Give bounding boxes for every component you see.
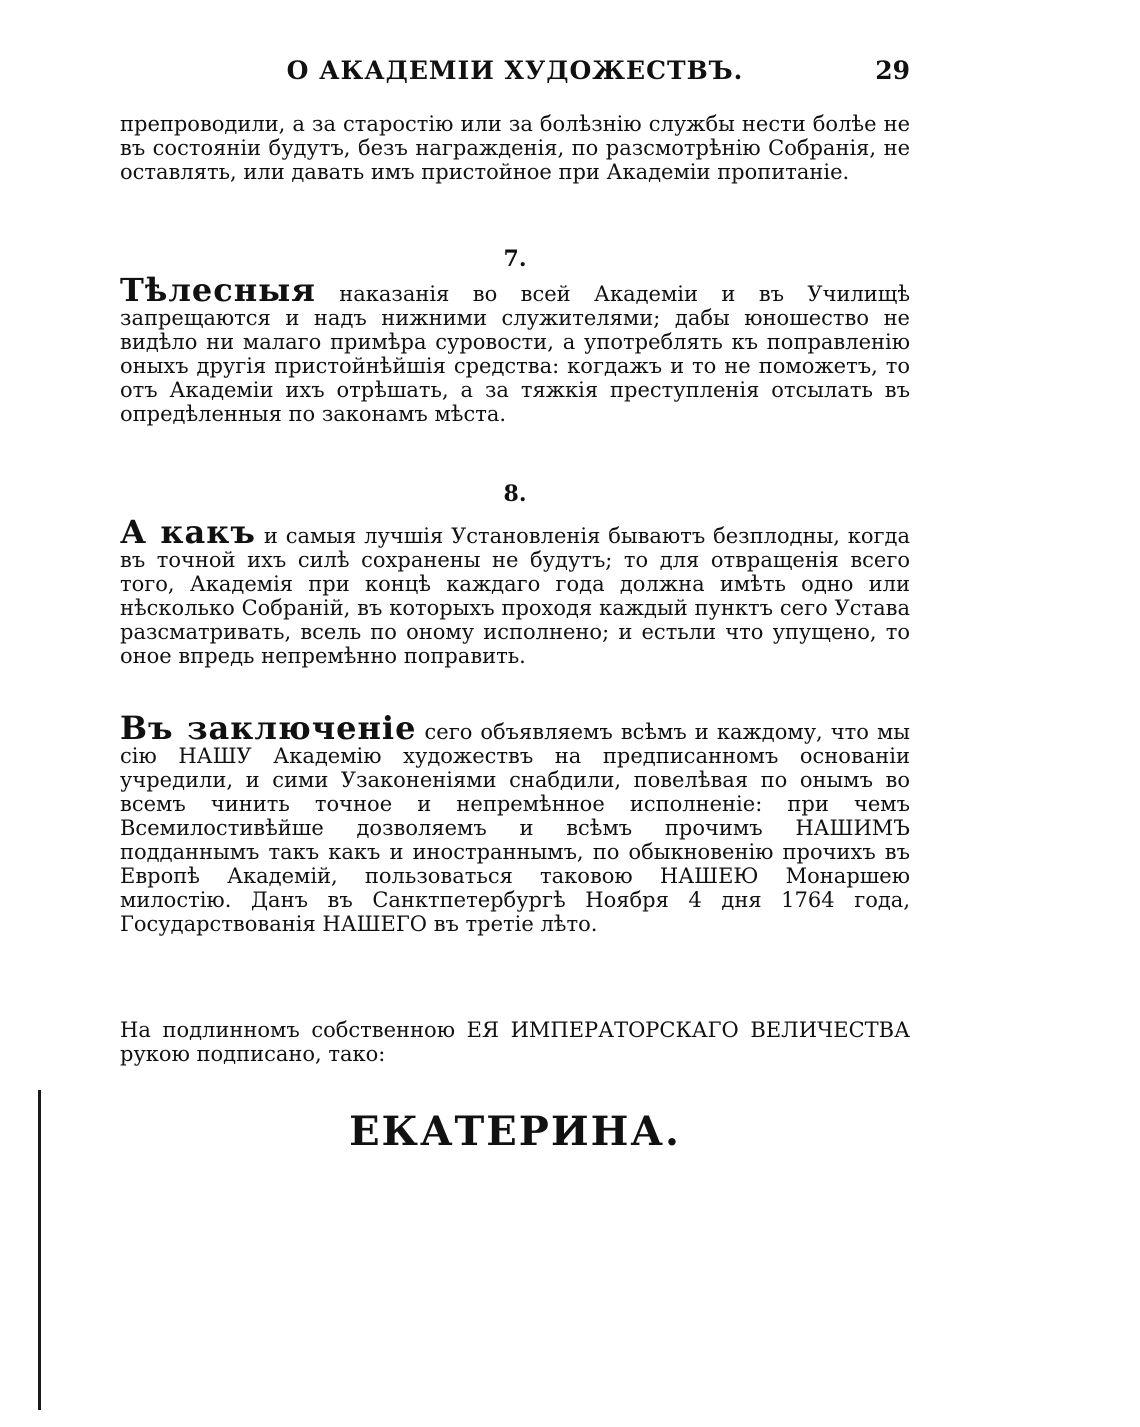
page-number: 29 [875,56,910,85]
conclusion-paragraph [120,709,910,936]
running-title: О АКАДЕМІИ ХУДОЖЕСТВЪ. [286,56,744,85]
section-7-paragraph [120,271,910,426]
page-edge-line [38,1090,41,1410]
signature-note: На подлинномъ собственною ЕЯ ИМПЕРАТОРСКАГО ВЕЛИЧЕСТВА рукою подписано, тако: [120,1018,910,1066]
section-7-numeral: 7. [503,246,527,272]
section-8-paragraph [120,513,911,668]
intro-paragraph: препроводили, а за старостію или за болѣзнію службы нести болѣе не въ состояніи будутъ, безъ награжденія, по разсмотрѣнію Собранія, не оставлять, или давать имъ пристойное при Академіи пропитаніе. [120,112,910,184]
signature-name: ЕКАТЕРИНА. [349,1108,681,1155]
section-8-numeral: 8. [503,481,527,507]
section-7-text: наказанія во всей Академіи и въ Училищѣ запрещаются и надъ нижними служителями; дабы юношество не видѣло ни малаго примѣра суровости, а употреблять къ поправленію оныхъ другія пристойнѣйшія средства: когдажъ и то не поможетъ, то отъ Академіи ихъ отрѣшать, а за тяжкія преступленія отсылать въ опредѣленныя по законамъ мѣста. [120,282,910,426]
section-8-text: и самыя лучшія Установленія бываютъ безплодны, когда въ точной ихъ силѣ сохранены не будутъ; то для отвращенія всего того, Академія при концѣ каждаго года должна имѣть одно или нѣсколько Собраній, въ которыхъ проходя каждый пунктъ сего Устава разсматривать, всель по оному исполнено; и естьли что упущено, то оное впредь непремѣнно поправить. [120,524,911,668]
section-7-lead-word: Тѣлесныя [120,271,316,309]
section-8-lead-word: А какъ [120,513,256,551]
conclusion-lead-word: Въ заключеніе [120,709,417,747]
conclusion-text: сего объявляемъ всѣмъ и каждому, что мы сію НАШУ Академію художествъ на предписанномъ основаніи учредили, и сими Узаконеніями снабдили, повелѣвая по онымъ во всемъ чинить точное и непремѣнное исполненіе: при чемъ Всемилостивѣйше дозволяемъ и всѣмъ прочимъ НАШИМЪ подданнымъ такъ какъ и иностраннымъ, по обыкновенію прочихъ въ Европѣ Академій, пользоваться таковою НАШЕЮ Монаршею милостію. Данъ въ Санктпетербургѣ Ноября 4 дня 1764 года, Государствованія НАШЕГО въ третіе лѣто. [120,720,910,936]
running-header [120,56,910,90]
